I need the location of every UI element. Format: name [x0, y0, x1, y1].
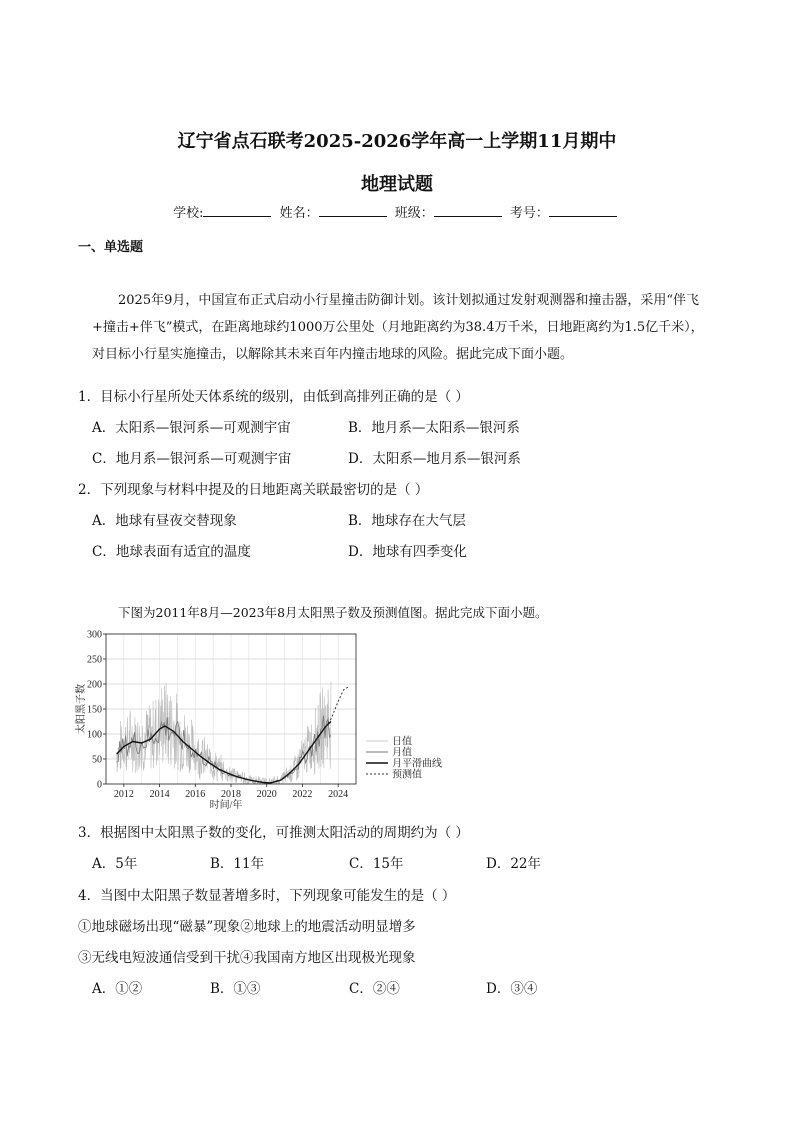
q2-option-c[interactable]: C．地球表面有适宜的温度 — [92, 544, 251, 560]
exam-number-label: 考号： — [509, 206, 549, 221]
q4-option-d[interactable]: D．③④ — [486, 981, 538, 997]
school-blank[interactable] — [203, 204, 271, 217]
y-tick-label: 200 — [87, 679, 102, 691]
class-label: 班级： — [394, 206, 434, 221]
legend-label: 预测值 — [392, 769, 422, 781]
question-3-stem: 3．根据图中太阳黑子数的变化，可推测太阳活动的周期约为（ ） — [78, 825, 469, 841]
y-tick-label: 300 — [87, 629, 102, 641]
x-tick-label: 2024 — [328, 789, 349, 800]
q4-option-b[interactable]: B．①③ — [210, 981, 261, 997]
y-axis-title: 太阳黑子数 — [76, 684, 87, 734]
q2-option-a[interactable]: A．地球有昼夜交替现象 — [92, 513, 237, 529]
x-tick-label: 2012 — [113, 789, 134, 800]
legend-label: 月值 — [392, 747, 412, 759]
exam-title-line1: 辽宁省点石联考2025-2026学年高一上学期11月期中 — [177, 131, 617, 152]
y-tick-label: 150 — [87, 704, 102, 716]
section-heading: 一、单选题 — [78, 240, 144, 255]
y-tick-label: 0 — [97, 779, 102, 791]
y-tick-label: 250 — [87, 654, 102, 666]
material-1 — [92, 287, 712, 368]
legend-label: 日值 — [392, 736, 412, 748]
q3-option-c[interactable]: C．15年 — [349, 856, 404, 872]
x-axis-title: 时间/年 — [209, 800, 243, 811]
y-tick-label: 100 — [87, 729, 102, 741]
student-info-line — [0, 202, 794, 221]
question-4-stem: 4．当图中太阳黑子数显著增多时，下列现象可能发生的是（ ） — [78, 888, 456, 904]
q1-option-a[interactable]: A．太阳系—银河系—可观测宇宙 — [92, 420, 291, 436]
exam-title-line2: 地理试题 — [361, 174, 433, 195]
material-2-text: 下图为2011年8月—2023年8月太阳黑子数及预测值图。据此完成下面小题。 — [118, 605, 548, 620]
q3-option-a[interactable]: A．5年 — [92, 856, 138, 872]
x-tick-label: 2014 — [149, 789, 170, 800]
name-blank[interactable] — [319, 204, 387, 217]
name-label: 姓名： — [279, 206, 319, 221]
q4-option-a[interactable]: A．①② — [92, 981, 143, 997]
q4-statement-line2: ③无线电短波通信受到干扰④我国南方地区出现极光现象 — [78, 950, 416, 966]
q1-option-c[interactable]: C．地月系—银河系—可观测宇宙 — [92, 451, 292, 467]
q2-option-b[interactable]: B．地球存在大气层 — [348, 513, 466, 529]
sunspot-chart-svg — [78, 628, 468, 810]
sunspot-chart — [78, 628, 468, 814]
school-label: 学校: — [173, 206, 204, 221]
q4-statement-line1: ①地球磁场出现“磁暴”现象②地球上的地震活动明显增多 — [78, 919, 416, 935]
x-tick-label: 2020 — [256, 789, 277, 800]
legend-label: 月平滑曲线 — [392, 758, 442, 770]
x-tick-label: 2022 — [292, 789, 313, 800]
exam-number-blank[interactable] — [549, 204, 617, 217]
daily-values-line — [117, 682, 331, 784]
question-1-stem: 1．目标小行星所处天体系统的级别，由低到高排列正确的是（ ） — [78, 389, 469, 405]
class-blank[interactable] — [434, 204, 502, 217]
q3-option-d[interactable]: D．22年 — [486, 856, 542, 872]
question-2-stem: 2．下列现象与材料中提及的日地距离关联最密切的是（ ） — [78, 482, 429, 498]
q4-option-c[interactable]: C．②④ — [349, 981, 400, 997]
q2-option-d[interactable]: D．地球有四季变化 — [348, 544, 467, 560]
y-tick-label: 50 — [92, 754, 102, 766]
x-tick-label: 2018 — [221, 789, 241, 800]
prediction-line — [326, 687, 349, 727]
q3-option-b[interactable]: B．11年 — [210, 856, 265, 872]
q1-option-d[interactable]: D．太阳系—地月系—银河系 — [348, 451, 521, 467]
material-1-text: 2025年9月，中国宣布正式启动小行星撞击防御计划。该计划拟通过发射观测器和撞击器，采用“伴飞+撞击+伴飞”模式，在距离地球约1000万公里处（月地距离约为38.4万千米，日地距离约为1.5亿千米），对目标小行星实施撞击，以解除其未来百年内撞击地球的风险。据此完成下面小题。 — [92, 293, 704, 362]
x-tick-label: 2016 — [185, 789, 206, 800]
q1-option-b[interactable]: B．地月系—太阳系—银河系 — [348, 420, 520, 436]
